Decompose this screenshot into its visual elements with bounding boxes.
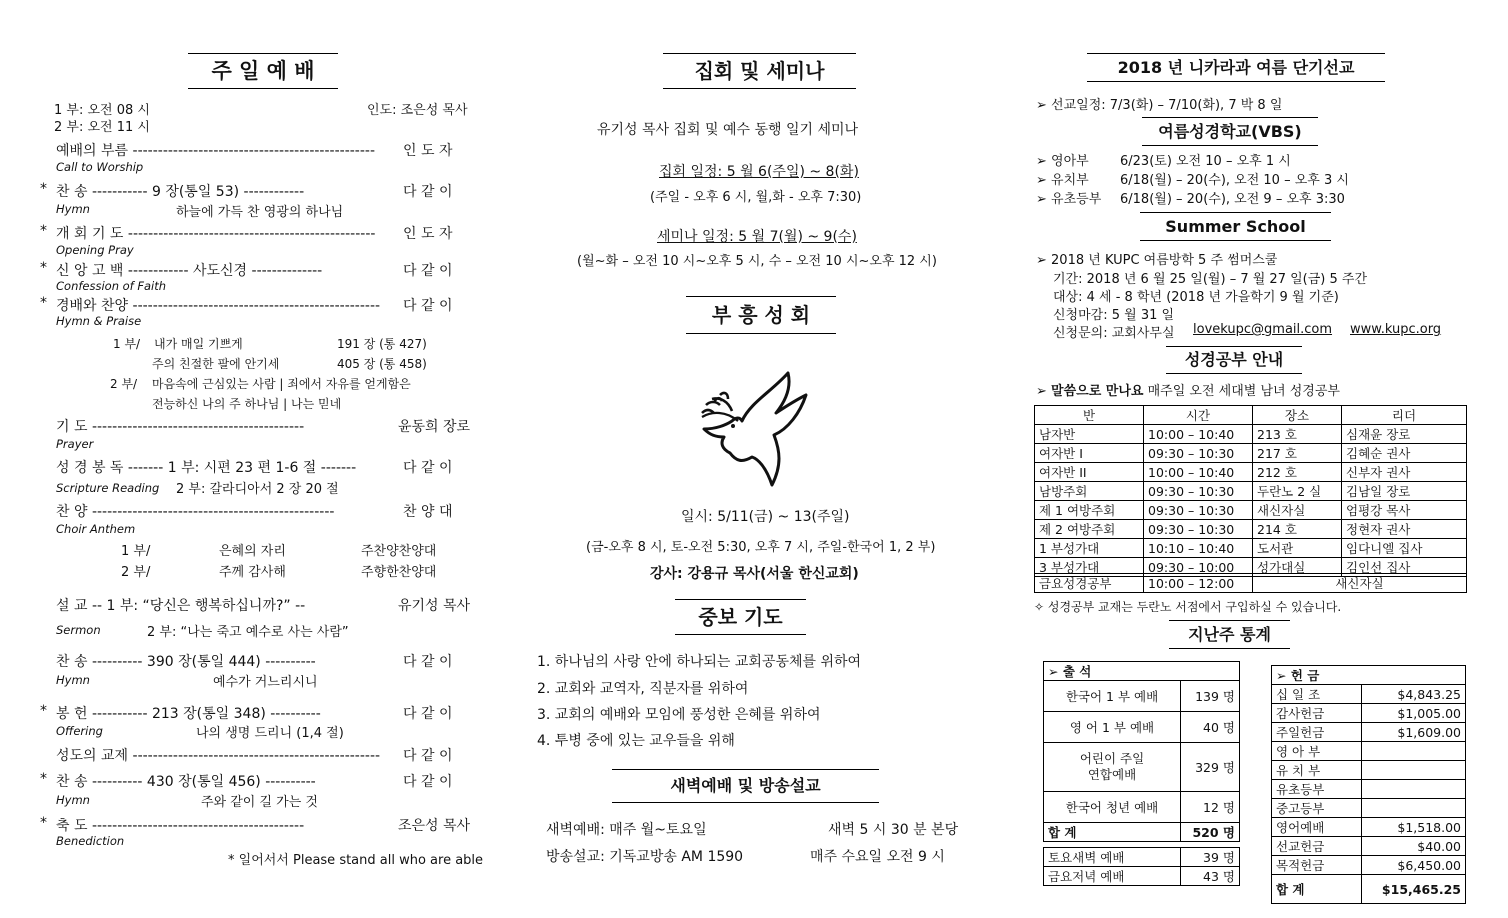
dawn-location: 새벽 5 시 30 분 본당: [828, 822, 959, 838]
praise-1-song-b-num: 405 장 (통 458): [337, 357, 427, 371]
website-link[interactable]: www.kupc.org: [1350, 322, 1442, 337]
cell-type: 목적헌금: [1272, 856, 1362, 875]
order-row-choir-en: Choir Anthem: [56, 522, 136, 536]
vbs-dept: 유초등부: [1051, 192, 1102, 207]
cell-amount: $6,450.00: [1362, 856, 1466, 875]
order-row-hymn1-en: Hymn: [56, 202, 90, 216]
cell-time: 10:00 – 10:40: [1144, 425, 1253, 444]
cell-count: 39 명: [1181, 848, 1240, 867]
vbs-time-3: 6/18(월) – 20(수), 오전 9 – 오후 3:30: [1120, 192, 1345, 207]
cell-type: 십 일 조: [1272, 685, 1362, 704]
choir-1-title: 은혜의 자리: [219, 544, 286, 559]
bible-study-table: [1034, 405, 1467, 577]
cell-place: 새신자실: [1253, 501, 1342, 520]
order-row-sermon: 설 교 -- 1 부: “당신은 행복하십니까?” --: [56, 598, 306, 614]
order-row-fellowship: 성도의 교제 -------------------------------------------------: [56, 748, 381, 764]
order-row-hymn3-title: 주와 같이 길 가는 것: [201, 795, 318, 810]
cell-place: 두란노 2 실: [1253, 482, 1342, 501]
stand-mark: *: [40, 260, 47, 276]
summer-school-deadline: 신청마감: 5 월 31 일: [1053, 308, 1175, 323]
cell-count: 43 명: [1181, 867, 1240, 886]
total-label: 합 계: [1044, 823, 1181, 842]
bible-study-title: 성경공부 안내: [1166, 346, 1302, 374]
choir-1-label: 1 부/: [121, 544, 151, 559]
praise-1-song-a-num: 191 장 (통 427): [337, 337, 427, 351]
order-row-offering-title: 나의 생명 드리니 (1,4 절): [196, 726, 344, 741]
table-row: [1044, 867, 1240, 886]
vbs-row-2: ➢ 유치부: [1036, 173, 1089, 188]
cell-time: 09:30 – 10:30: [1144, 482, 1253, 501]
choir-2-group: 주향한찬양대: [361, 565, 437, 580]
offering-table: [1271, 665, 1466, 904]
attendance-heading-text: 출 석: [1062, 664, 1092, 679]
cell-leader: 엄평강 목사: [1342, 501, 1467, 520]
choir-2-label: 2 부/: [121, 565, 151, 580]
total-amount: $15,465.25: [1362, 875, 1466, 904]
cell-place: 212 호: [1253, 463, 1342, 482]
seminar-times: (월~화 – 오전 10 시~오후 5 시, 수 – 오전 10 시~오후 12 시): [577, 254, 937, 269]
stats-title: 지난주 통계: [1169, 620, 1290, 649]
cell-type: 유초등부: [1272, 780, 1362, 799]
cell-service: 한국어 1 부 예배: [1044, 681, 1181, 712]
table-row: [1035, 482, 1467, 501]
prayer-item-1: 1. 하나님의 사랑 안에 하나되는 교회공동체를 위하여: [537, 654, 862, 670]
vbs-row-3: ➢ 유초등부: [1036, 192, 1102, 207]
cell-time: 10:00 – 12:00: [1144, 574, 1253, 593]
col-leader: 리더: [1342, 406, 1467, 425]
cell-amount: $1,609.00: [1362, 723, 1466, 742]
vbs-time-2: 6/18(월) – 20(수), 오전 10 – 오후 3 시: [1120, 173, 1349, 188]
order-row-prayer: 기 도 ------------------------------------------: [56, 419, 305, 435]
col-time: 시간: [1144, 406, 1253, 425]
table-row: [1272, 780, 1466, 799]
table-row: [1035, 539, 1467, 558]
cell-class: 여자반 II: [1035, 463, 1144, 482]
revival-speaker: 강사: 강용규 목사(서울 한신교회): [650, 566, 859, 582]
cell-type: 중고등부: [1272, 799, 1362, 818]
cell-class: 1 부성가대: [1035, 539, 1144, 558]
cell-leader: 김인선 집사: [1342, 558, 1467, 577]
table-row: [1035, 520, 1467, 539]
order-row-opening-role: 인 도 자: [403, 226, 453, 242]
cell-leader: 김혜순 권사: [1342, 444, 1467, 463]
cell-place: 217 호: [1253, 444, 1342, 463]
radio-time: 매주 수요일 오전 9 시: [810, 849, 945, 865]
summer-school-head-text: 2018 년 KUPC 여름방학 5 주 썸머스쿨: [1051, 253, 1278, 268]
table-header-row: [1044, 662, 1240, 681]
order-row-creed: 신 앙 고 백 ------------ 사도신경 --------------: [56, 263, 323, 279]
textbook-note: ✧ 성경공부 교재는 두란노 서점에서 구입하실 수 있습니다.: [1034, 600, 1342, 614]
cell-leader: 정현자 권사: [1342, 520, 1467, 539]
cell-count: 12 명: [1181, 792, 1240, 823]
dove-icon: [680, 355, 840, 495]
stand-mark: *: [40, 295, 47, 311]
meeting-dates: 집회 일정: 5 월 6(주일) ~ 8(화): [659, 164, 859, 180]
cell-type: 영어예배: [1272, 818, 1362, 837]
order-row-hymn1: 찬 송 ----------- 9 장(통일 53) ------------: [56, 184, 305, 200]
praise-1-song-b: 주의 친절한 팔에 안기세: [152, 357, 280, 371]
table-row: [1272, 704, 1466, 723]
table-row: [1044, 792, 1240, 823]
order-row-sermon-2: 2 부: “나는 죽고 예수로 사는 사람”: [147, 625, 349, 640]
cell-type: 감사헌금: [1272, 704, 1362, 723]
weekday-attendance-table: [1043, 847, 1240, 886]
cell-class: 여자반 I: [1035, 444, 1144, 463]
order-row-praise-role: 다 같 이: [403, 298, 453, 314]
table-row: [1272, 799, 1466, 818]
mission-title: 2018 년 니카라과 여름 단기선교: [1087, 53, 1385, 82]
order-row-hymn3-role: 다 같 이: [403, 774, 453, 790]
stand-mark: *: [40, 815, 47, 831]
order-row-benediction-en: Benediction: [56, 834, 125, 848]
order-row-hymn2-en: Hymn: [56, 673, 90, 687]
bible-study-desc: 매주일 오전 세대별 남녀 성경공부: [1143, 384, 1340, 399]
stand-mark: *: [40, 771, 47, 787]
praise-1-label: 1 부/: [113, 337, 141, 351]
cell-class: 남자반: [1035, 425, 1144, 444]
order-row-prayer-role: 윤동희 장로: [398, 419, 471, 435]
cell-time: 09:30 – 10:00: [1144, 558, 1253, 577]
table-row: [1272, 856, 1466, 875]
cell-leader: 심재윤 장로: [1342, 425, 1467, 444]
attendance-heading: ➢ 출 석: [1044, 662, 1240, 681]
prayer-item-3: 3. 교회의 예배와 모임에 풍성한 은혜를 위하여: [537, 707, 821, 723]
stand-mark: *: [40, 703, 47, 719]
cell-type: 주일헌금: [1272, 723, 1362, 742]
cell-amount: $1,518.00: [1362, 818, 1466, 837]
total-count: 520 명: [1181, 823, 1240, 842]
cell-service: 금요저녁 예배: [1044, 867, 1181, 886]
offering-heading: ➢ 헌 금: [1272, 666, 1466, 685]
order-row-praise: 경배와 찬양 -------------------------------------------------: [56, 298, 381, 314]
seminar-name: 유기성 목사 집회 및 예수 동행 일기 세미나: [597, 122, 859, 138]
total-row: [1272, 875, 1466, 904]
praise-1-song-a: 내가 매일 기쁘게: [154, 337, 243, 351]
cell-class: 3 부성가대: [1035, 558, 1144, 577]
stand-note: * 일어서서 Please stand all who are able: [228, 853, 484, 868]
cell-leader: 신부자 권사: [1342, 463, 1467, 482]
email-link[interactable]: lovekupc@gmail.com: [1193, 322, 1333, 337]
cell-place: 도서관: [1253, 539, 1342, 558]
total-label: 합 계: [1272, 875, 1362, 904]
summer-school-contact: 신청문의: 교회사무실: [1053, 326, 1175, 341]
col-class: 반: [1035, 406, 1144, 425]
order-row-call-role: 인 도 자: [403, 143, 453, 159]
praise-2-song-a: 마음속에 근심있는 사람 | 죄에서 자유를 얻게함은: [152, 377, 411, 391]
vbs-time-1: 6/23(토) 오전 10 – 오후 1 시: [1120, 154, 1291, 169]
order-row-reading-role: 다 같 이: [403, 460, 453, 476]
order-row-call: 예배의 부름 ------------------------------------------------: [56, 143, 376, 159]
cell-service: 토요새벽 예배: [1044, 848, 1181, 867]
order-row-sermon-preacher: 유기성 목사: [398, 598, 471, 614]
order-row-hymn3-en: Hymn: [56, 793, 90, 807]
stand-mark: *: [40, 181, 47, 197]
summer-school-title: Summer School: [1140, 212, 1331, 241]
cell-time: 10:10 – 10:40: [1144, 539, 1253, 558]
stand-mark: *: [40, 223, 47, 239]
service-2-time: 2 부: 오전 11 시: [54, 120, 150, 135]
cell-time: 10:00 – 10:40: [1144, 463, 1253, 482]
order-row-praise-en: Hymn & Praise: [56, 314, 142, 328]
cell-leader: 임다니엘 집사: [1342, 539, 1467, 558]
cell-type: 영 아 부: [1272, 742, 1362, 761]
table-row: [1044, 743, 1240, 792]
cell-place: 성가대실: [1253, 558, 1342, 577]
offering-heading-text: 헌 금: [1290, 668, 1320, 683]
col-place: 장소: [1253, 406, 1342, 425]
vbs-title: 여름성경학교(VBS): [1142, 117, 1318, 146]
table-row: [1044, 681, 1240, 712]
cell-amount: [1362, 799, 1466, 818]
cell-time: 09:30 – 10:30: [1144, 520, 1253, 539]
cell-amount: $1,005.00: [1362, 704, 1466, 723]
mission-schedule-text: 선교일정: 7/3(화) – 7/10(화), 7 박 8 일: [1051, 98, 1283, 113]
order-row-creed-role: 다 같 이: [403, 263, 453, 279]
table-row: [1035, 463, 1467, 482]
order-row-choir-role: 찬 양 대: [403, 504, 453, 520]
order-row-sermon-en: Sermon: [56, 623, 101, 637]
meeting-title: 집회 및 세미나: [663, 53, 856, 89]
meeting-times: (주일 - 오후 6 시, 월,화 - 오후 7:30): [650, 190, 862, 205]
table-row: [1272, 742, 1466, 761]
cell-type: 선교헌금: [1272, 837, 1362, 856]
praise-2-label: 2 부/: [110, 377, 138, 391]
order-row-hymn3: 찬 송 ---------- 430 장(통일 456) ----------: [56, 774, 316, 790]
table-row: [1044, 848, 1240, 867]
summer-school-head: ➢ 2018 년 KUPC 여름방학 5 주 썸머스쿨: [1036, 253, 1278, 268]
order-row-hymn2: 찬 송 ---------- 390 장(통일 444) ----------: [56, 654, 316, 670]
worship-leader: 인도: 조은성 목사: [367, 103, 468, 118]
revival-title: 부 흥 성 회: [686, 296, 836, 334]
order-row-choir: 찬 양 ------------------------------------------------: [56, 504, 335, 520]
order-row-call-en: Call to Worship: [56, 160, 144, 174]
revival-times: (금-오후 8 시, 토-오전 5:30, 오후 7 시, 주일-한국어 1, 2 부): [586, 540, 936, 555]
order-row-offering-en: Offering: [56, 724, 103, 738]
cell-amount: [1362, 761, 1466, 780]
table-row: [1272, 818, 1466, 837]
table-row: [1272, 837, 1466, 856]
bible-study-slogan: 말씀으로 만나요: [1051, 384, 1144, 399]
order-row-offering-role: 다 같 이: [403, 706, 453, 722]
prayer-item-4: 4. 투병 중에 있는 교우들을 위해: [537, 733, 735, 749]
summer-school-period: 기간: 2018 년 6 월 25 일(월) – 7 월 27 일(금) 5 주간: [1053, 272, 1368, 287]
order-row-reading-2: 2 부: 갈라디아서 2 장 20 절: [176, 482, 339, 497]
summer-school-target: 대상: 4 세 - 8 학년 (2018 년 가을학기 9 월 기준): [1053, 290, 1339, 305]
choir-1-group: 주찬양찬양대: [361, 544, 437, 559]
order-row-hymn2-role: 다 같 이: [403, 654, 453, 670]
table-row: [1044, 712, 1240, 743]
cell-place: 새신자실: [1253, 574, 1467, 593]
worship-title: 주 일 예 배: [188, 53, 338, 89]
cell-place: 213 호: [1253, 425, 1342, 444]
table-row: [1035, 501, 1467, 520]
table-row: [1272, 685, 1466, 704]
table-row: [1035, 574, 1467, 593]
order-row-hymn1-role: 다 같 이: [403, 184, 453, 200]
choir-2-title: 주께 감사해: [219, 565, 286, 580]
table-header-row: [1035, 406, 1467, 425]
cell-count: 329 명: [1181, 743, 1240, 792]
table-row: [1035, 444, 1467, 463]
revival-date: 일시: 5/11(금) ~ 13(주일): [681, 509, 850, 525]
cell-leader: 김남일 장로: [1342, 482, 1467, 501]
table-row: [1035, 425, 1467, 444]
cell-amount: [1362, 780, 1466, 799]
cell-amount: [1362, 742, 1466, 761]
seminar-dates: 세미나 일정: 5 월 7(월) ~ 9(수): [657, 229, 857, 245]
service-1-time: 1 부: 오전 08 시: [54, 103, 150, 118]
order-row-benediction: 축 도 ------------------------------------------: [56, 818, 305, 834]
order-row-reading: 성 경 봉 독 ------- 1 부: 시편 23 편 1-6 절 -------: [56, 460, 357, 476]
cell-type: 유 치 부: [1272, 761, 1362, 780]
radio-sermon: 방송설교: 기독교방송 AM 1590: [546, 849, 744, 865]
vbs-row-1: ➢ 영아부: [1036, 154, 1089, 169]
textbook-note-text: 성경공부 교재는 두란노 서점에서 구입하실 수 있습니다.: [1047, 600, 1342, 614]
table-row: [1272, 723, 1466, 742]
vbs-dept: 영아부: [1051, 154, 1089, 169]
total-row: [1044, 823, 1240, 842]
cell-time: 09:30 – 10:30: [1144, 501, 1253, 520]
cell-place: 214 호: [1253, 520, 1342, 539]
bible-study-intro: ➢ 말씀으로 만나요 매주일 오전 세대별 남녀 성경공부: [1036, 384, 1340, 399]
order-row-hymn2-title: 예수가 거느리시니: [213, 675, 318, 690]
cell-service: 영 어 1 부 예배: [1044, 712, 1181, 743]
vbs-dept: 유치부: [1051, 173, 1089, 188]
cell-class: 남방주회: [1035, 482, 1144, 501]
dawn-service: 새벽예배: 매주 월~토요일: [546, 822, 707, 838]
cell-count: 40 명: [1181, 712, 1240, 743]
intercession-title: 중보 기도: [675, 599, 806, 635]
table-row: [1272, 761, 1466, 780]
order-row-creed-en: Confession of Faith: [56, 279, 167, 293]
cell-amount: $4,843.25: [1362, 685, 1466, 704]
table-header-row: [1272, 666, 1466, 685]
friday-study-table: [1034, 573, 1467, 593]
cell-class: 제 2 여방주회: [1035, 520, 1144, 539]
cell-amount: $40.00: [1362, 837, 1466, 856]
dawn-title: 새벽예배 및 방송설교: [612, 769, 879, 803]
attendance-table: [1043, 661, 1240, 842]
order-row-opening: 개 회 기 도 -------------------------------------------------: [56, 226, 376, 242]
order-row-prayer-en: Prayer: [56, 437, 94, 451]
order-row-benediction-role: 조은성 목사: [398, 818, 471, 834]
praise-2-song-b: 전능하신 나의 주 하나님 | 나는 믿네: [152, 397, 342, 411]
cell-class: 제 1 여방주회: [1035, 501, 1144, 520]
cell-time: 09:30 – 10:30: [1144, 444, 1253, 463]
cell-class: 금요성경공부: [1035, 574, 1144, 593]
cell-service: 어린이 주일 연합예배: [1044, 743, 1181, 792]
cell-service: 한국어 청년 예배: [1044, 792, 1181, 823]
order-row-hymn1-title: 하늘에 가득 찬 영광의 하나님: [176, 205, 344, 220]
prayer-item-2: 2. 교회와 교역자, 직분자를 위하여: [537, 681, 749, 697]
order-row-opening-en: Opening Pray: [56, 243, 134, 257]
mission-schedule: ➢ 선교일정: 7/3(화) – 7/10(화), 7 박 8 일: [1036, 98, 1283, 113]
order-row-fellowship-role: 다 같 이: [403, 748, 453, 764]
order-row-reading-en: Scripture Reading: [56, 481, 160, 495]
order-row-offering: 봉 헌 ----------- 213 장(통일 348) ----------: [56, 706, 321, 722]
cell-count: 139 명: [1181, 681, 1240, 712]
